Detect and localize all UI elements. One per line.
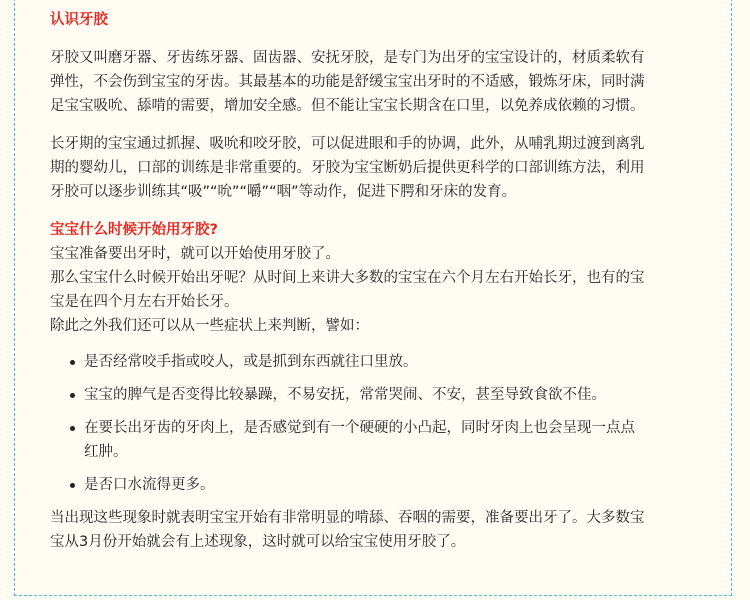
list-item: 在要长出牙齿的牙肉上，是否感觉到有一个硬硬的小凸起，同时牙肉上也会呈现一点点 红肿。 bbox=[70, 416, 700, 464]
text-line: 那么宝宝什么时候开始出牙呢？从时间上来讲大多数的宝宝在六个月左右开始长牙，也有的宝 bbox=[50, 270, 645, 286]
list-item: 是否经常咬手指或咬人，或是抓到东西就往口里放。 bbox=[70, 350, 700, 374]
text-line: 宝是在四个月左右开始长牙。 bbox=[50, 294, 239, 310]
text-line: 除此之外我们还可以从一些症状上来判断，譬如： bbox=[50, 318, 369, 334]
list-item: 宝宝的脾气是否变得比较暴躁，不易安抚，常常哭闹、不安，甚至导致食欲不佳。 bbox=[70, 383, 700, 407]
when-paragraph bbox=[50, 242, 700, 338]
bullet-dot-icon bbox=[70, 426, 75, 431]
text-line: 当出现这些现象时就表明宝宝开始有非常明显的啃舔、吞咽的需要，准备要出牙了。大多数宝 bbox=[50, 510, 645, 526]
text-line: 宝宝准备要出牙时，就可以开始使用牙胶了。 bbox=[50, 246, 340, 262]
intro-paragraph bbox=[50, 46, 700, 118]
text-line: 弹性，不会伤到宝宝的牙齿。其最基本的功能是舒缓宝宝出牙时的不适感，锻炼牙床，同时满 bbox=[50, 74, 645, 90]
article bbox=[50, 8, 700, 554]
section-title-know-teether: 认识牙胶 bbox=[50, 12, 108, 28]
bullet-dot-icon bbox=[70, 483, 75, 488]
list-item: 是否口水流得更多。 bbox=[70, 473, 700, 497]
text-line: 牙胶又叫磨牙器、牙齿练牙器、固齿器、安抚牙胶，是专门为出牙的宝宝设计的，材质柔软有 bbox=[50, 50, 645, 66]
bullet-dot-icon bbox=[70, 393, 75, 398]
symptom-list bbox=[50, 350, 700, 497]
text-line: 期的婴幼儿，口部的训练是非常重要的。牙胶为宝宝断奶后提供更科学的口部训练方法，利用 bbox=[50, 160, 645, 176]
text-line: 长牙期的宝宝通过抓握、吸吮和咬牙胶，可以促进眼和手的协调，此外，从哺乳期过渡到离乳 bbox=[50, 136, 645, 152]
text-line: 足宝宝吸吮、舔啃的需要，增加安全感。但不能让宝宝长期含在口里，以免养成依赖的习惯。 bbox=[50, 98, 645, 114]
benefits-paragraph bbox=[50, 132, 700, 204]
section-title-when-to-use: 宝宝什么时候开始用牙胶? bbox=[50, 222, 218, 238]
bullet-dot-icon bbox=[70, 360, 75, 365]
text-line: 宝从3月份开始就会有上述现象，这时就可以给宝宝使用牙胶了。 bbox=[50, 534, 466, 550]
text-line: 牙胶可以逐步训练其“吸”“吮”“嚼”“咽”等动作，促进下腭和牙床的发育。 bbox=[50, 184, 517, 200]
closing-paragraph bbox=[50, 506, 700, 554]
